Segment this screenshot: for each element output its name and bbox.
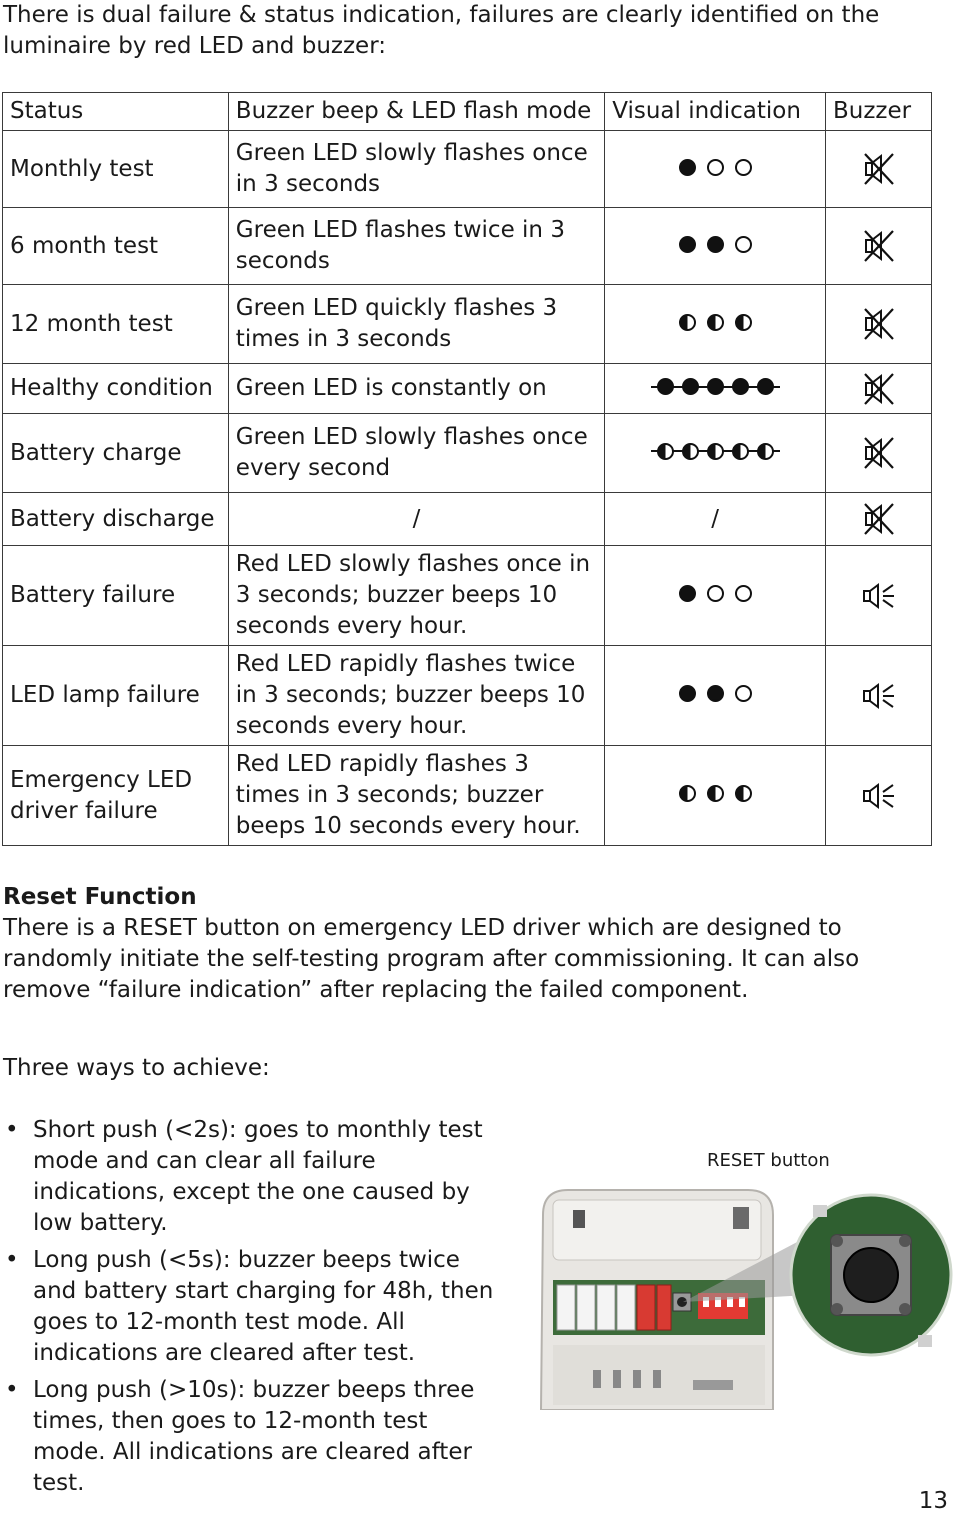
table-row xyxy=(3,493,932,546)
table-row xyxy=(3,285,932,364)
list-item: • Long push (>10s): buzzer beeps three times, then goes to 12-month test mode. All indications are cleared after test. xyxy=(3,1375,503,1499)
reset-function-text: There is a RESET button on emergency LED driver which are designed to randomly initiate the self-testing program after commissioning. It can also remove “failure indication” after replacing the failed component. xyxy=(3,915,860,1003)
mode-cell: Green LED slowly flashes once in 3 seconds xyxy=(228,131,604,208)
buzzer-off-icon xyxy=(862,435,896,471)
table-header-row xyxy=(3,93,932,131)
mode-cell: Red LED rapidly flashes twice in 3 seconds; buzzer beeps 10 seconds every hour. xyxy=(228,646,604,746)
photo-caption: RESET button xyxy=(707,1150,830,1171)
mode-cell: Red LED slowly flashes once in 3 seconds; buzzer beeps 10 seconds every hour. xyxy=(228,546,604,646)
list-item: • Short push (<2s): goes to monthly test mode and can clear all failure indications, except the one caused by low battery. xyxy=(3,1115,503,1239)
buzzer-off-icon xyxy=(862,151,896,187)
buzzer-on-icon xyxy=(861,781,897,811)
mode-cell: / xyxy=(228,493,604,546)
buzzer-cell xyxy=(826,131,932,208)
table-row xyxy=(3,546,932,646)
status-cell: Healthy condition xyxy=(3,364,229,414)
buzzer-off-icon xyxy=(862,371,896,407)
table-row xyxy=(3,414,932,493)
page-number: 13 xyxy=(918,1488,948,1514)
reset-ways-list xyxy=(3,1115,503,1505)
mode-cell: Red LED rapidly flashes 3 times in 3 seconds; buzzer beeps 10 seconds every hour. xyxy=(228,746,604,846)
reset-function-heading: Reset Function xyxy=(3,884,197,910)
header-mode: Buzzer beep & LED flash mode xyxy=(228,93,604,131)
header-buzzer: Buzzer xyxy=(826,93,932,131)
twice-icon xyxy=(679,236,752,253)
mode-cell: Green LED flashes twice in 3 seconds xyxy=(228,208,604,285)
buzzer-cell xyxy=(826,493,932,546)
buzzer-off-icon xyxy=(862,228,896,264)
slow-once-icon xyxy=(679,585,752,602)
status-cell: Emergency LED driver failure xyxy=(3,746,229,846)
status-cell: Battery failure xyxy=(3,546,229,646)
status-table xyxy=(2,92,932,846)
table-row xyxy=(3,746,932,846)
flash-every-second-icon xyxy=(651,443,780,460)
buzzer-cell xyxy=(826,414,932,493)
visual-cell: / xyxy=(605,493,826,546)
header-visual: Visual indication xyxy=(605,93,826,131)
buzzer-off-icon xyxy=(862,306,896,342)
buzzer-on-icon xyxy=(861,681,897,711)
table-row xyxy=(3,131,932,208)
visual-cell xyxy=(605,131,826,208)
visual-cell xyxy=(605,285,826,364)
mode-cell: Green LED is constantly on xyxy=(228,364,604,414)
table-row xyxy=(3,208,932,285)
buzzer-cell xyxy=(826,208,932,285)
quick-three-icon xyxy=(679,785,752,802)
buzzer-cell xyxy=(826,646,932,746)
visual-cell xyxy=(605,414,826,493)
visual-cell xyxy=(605,746,826,846)
status-cell: 12 month test xyxy=(3,285,229,364)
visual-cell xyxy=(605,364,826,414)
visual-cell xyxy=(605,646,826,746)
table-row xyxy=(3,646,932,746)
slow-once-icon xyxy=(679,159,752,176)
visual-cell xyxy=(605,546,826,646)
constant-on-icon xyxy=(651,378,780,395)
reset-button-photo xyxy=(533,1185,953,1410)
list-item: • Long push (<5s): buzzer beeps twice and battery start charging for 48h, then goes to 12-month test mode. All indications are cleared after test. xyxy=(3,1245,503,1369)
table-row xyxy=(3,364,932,414)
mode-cell: Green LED slowly flashes once every second xyxy=(228,414,604,493)
buzzer-cell xyxy=(826,746,932,846)
buzzer-cell xyxy=(826,364,932,414)
three-ways-heading: Three ways to achieve: xyxy=(3,1055,270,1081)
buzzer-cell xyxy=(826,546,932,646)
status-cell: LED lamp failure xyxy=(3,646,229,746)
status-cell: Monthly test xyxy=(3,131,229,208)
buzzer-cell xyxy=(826,285,932,364)
visual-cell xyxy=(605,208,826,285)
header-status: Status xyxy=(3,93,229,131)
buzzer-on-icon xyxy=(861,581,897,611)
mode-cell: Green LED quickly flashes 3 times in 3 seconds xyxy=(228,285,604,364)
intro-text: There is dual failure & status indication, failures are clearly identified on the luminaire by red LED and buzzer: xyxy=(3,2,880,59)
twice-icon xyxy=(679,685,752,702)
buzzer-off-icon xyxy=(862,501,896,537)
status-cell: Battery discharge xyxy=(3,493,229,546)
quick-three-icon xyxy=(679,314,752,331)
status-cell: Battery charge xyxy=(3,414,229,493)
status-cell: 6 month test xyxy=(3,208,229,285)
